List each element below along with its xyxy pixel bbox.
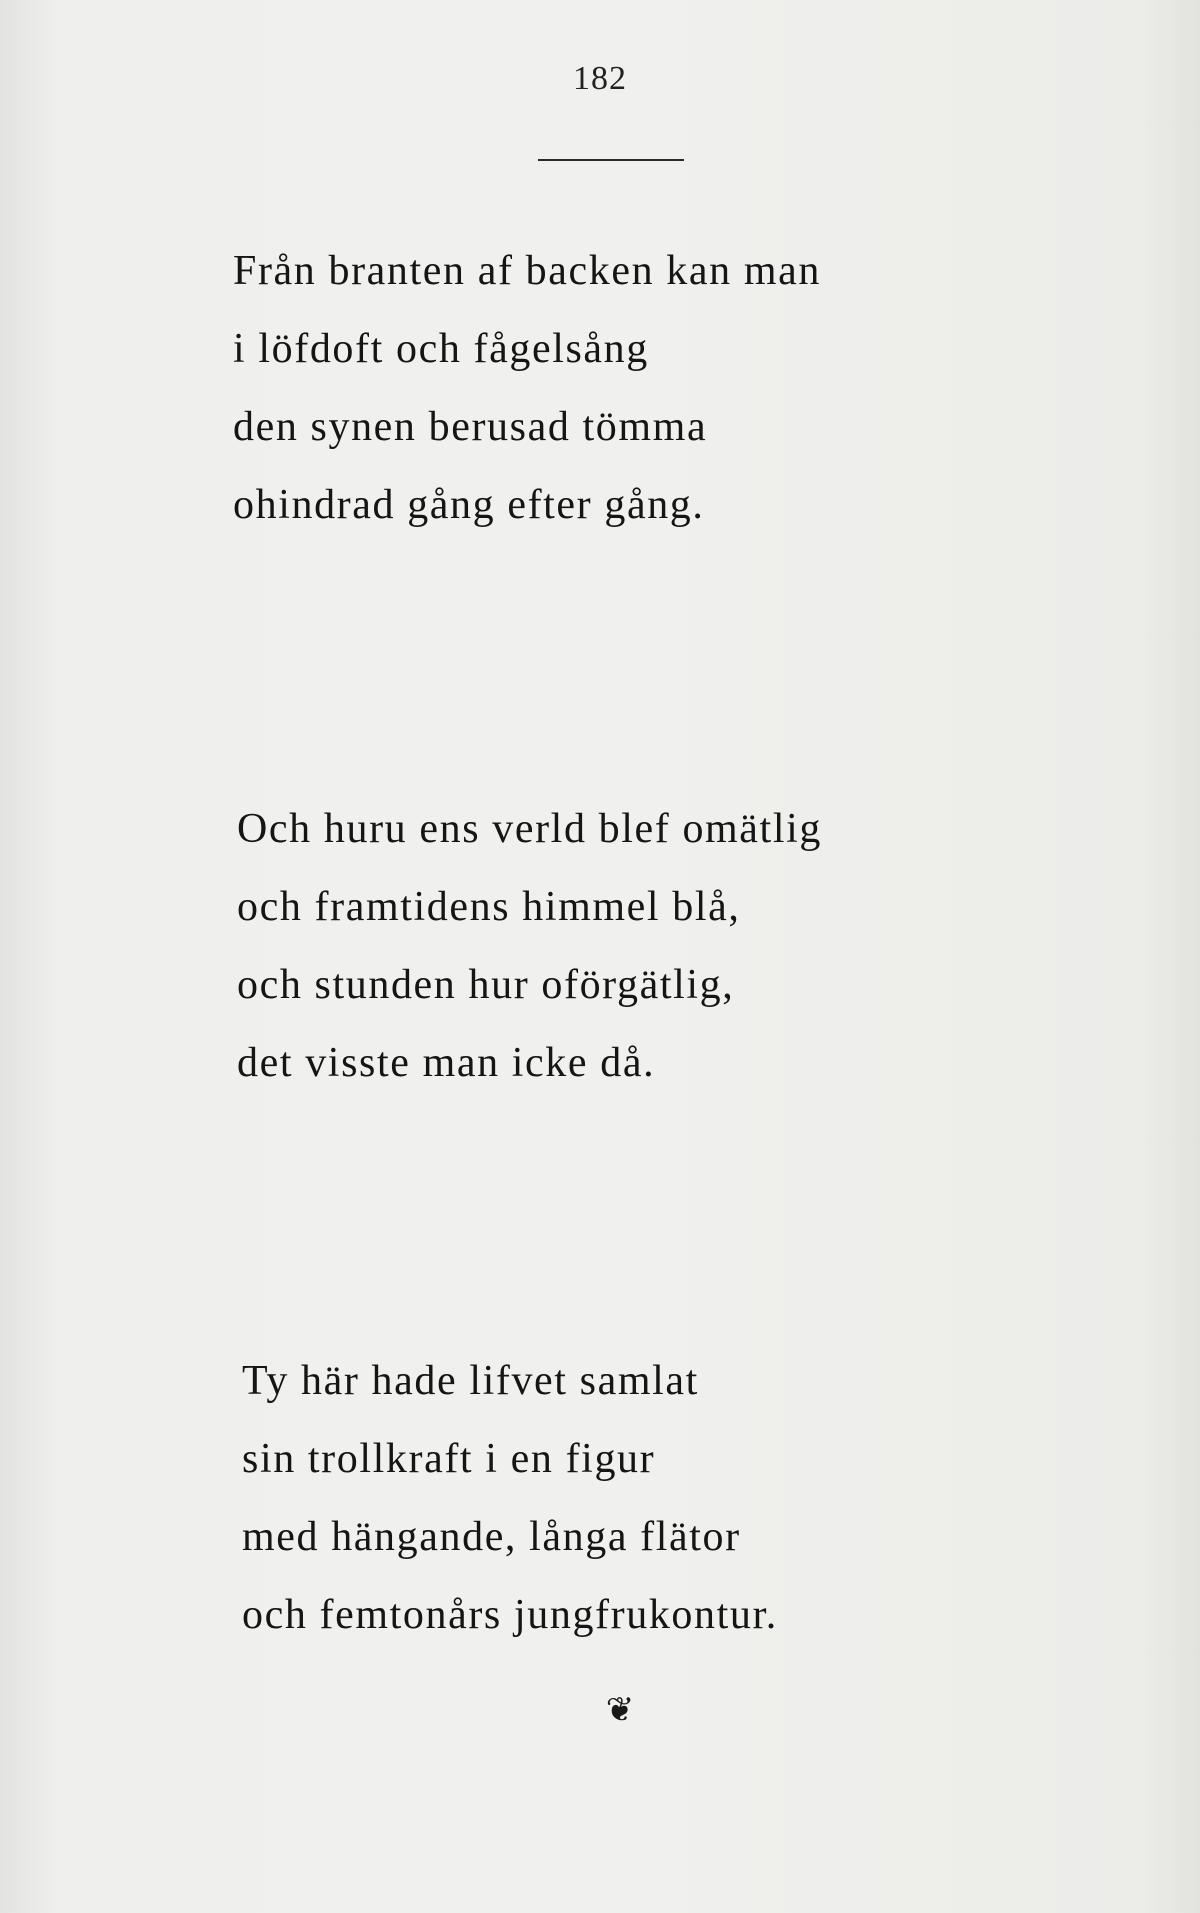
- verse-line: ohindrad gång efter gång.: [233, 482, 705, 528]
- verse-line: med hängande, långa flätor: [242, 1514, 741, 1560]
- stanza-2: [237, 790, 822, 1102]
- header-rule: [538, 159, 684, 161]
- stanza-1: [233, 232, 821, 544]
- verse-line: sin trollkraft i en figur: [242, 1436, 656, 1482]
- page-number: 182: [573, 60, 627, 97]
- verse-line: det visste man icke då.: [237, 1040, 656, 1086]
- stanza-3: [242, 1342, 778, 1654]
- verse-line: Ty här hade lifvet samlat: [242, 1358, 699, 1404]
- verse-line: Från branten af backen kan man: [233, 248, 821, 294]
- verse-line: den synen berusad tömma: [233, 404, 708, 450]
- verse-line: och femtonårs jungfrukontur.: [242, 1592, 778, 1638]
- verse-line: Och huru ens verld blef omätlig: [237, 806, 822, 852]
- verse-line: och framtidens himmel blå,: [237, 884, 741, 930]
- fleuron-icon: ❦: [605, 1690, 635, 1730]
- verse-line: i löfdoft och fågelsång: [233, 326, 649, 372]
- verse-line: och stunden hur oförgätlig,: [237, 962, 735, 1008]
